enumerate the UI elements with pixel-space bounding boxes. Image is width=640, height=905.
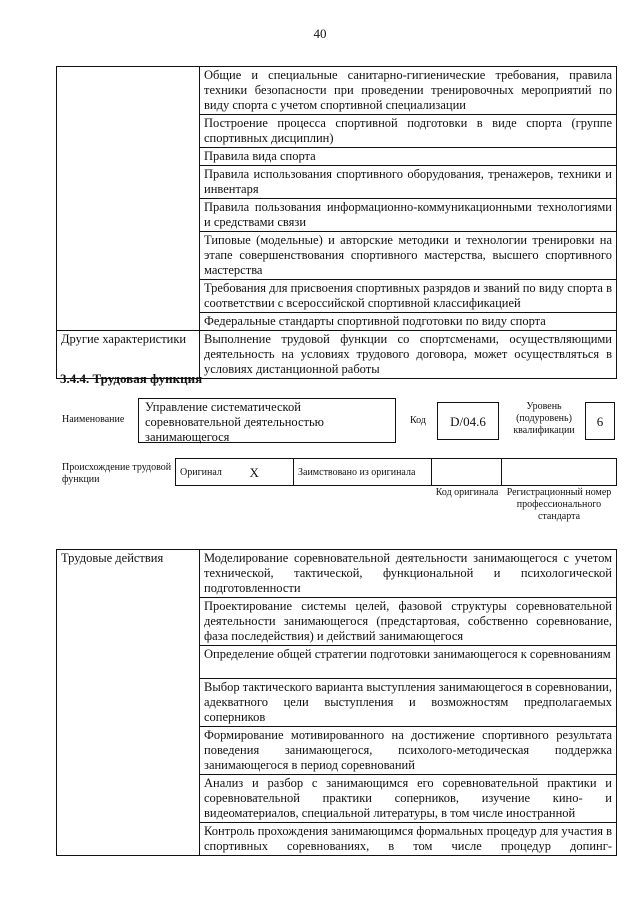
- origin-reg-caption: Регистрационный номер профессионального стандарта: [506, 487, 612, 522]
- list-item: Моделирование соревновательной деятельности занимающегося с учетом технической, тактической, функциональной и психологической подготовленности: [200, 550, 617, 598]
- list-item: Правила пользования информационно-коммуникационными технологиями и средствами связи: [200, 199, 617, 232]
- table-row: [57, 67, 617, 115]
- list-item: Типовые (модельные) и авторские методики и технологии тренировки на этапе совершенствования спортивного мастерства, высшего спортивного мастерства: [200, 232, 617, 280]
- origin-code-cell: [432, 459, 502, 486]
- list-item: Общие и специальные санитарно-гигиенические требования, правила техники безопасности при проведении тренировочных мероприятий по виду спорта с учетом спортивной специализации: [200, 67, 617, 115]
- name-label: Наименование: [62, 414, 125, 425]
- list-item: Федеральные стандарты спортивной подготовки по виду спорта: [200, 313, 617, 331]
- table-row: [176, 459, 617, 486]
- origin-code-caption: Код оригинала: [435, 487, 499, 498]
- code-label: Код: [410, 415, 426, 426]
- list-item: Выбор тактического варианта выступления занимающегося в соревновании, адекватного цели выступления и возможностям предполагаемых соперников: [200, 679, 617, 727]
- origin-original-label: Оригинал: [176, 459, 246, 486]
- function-code-field: D/04.6: [437, 402, 499, 440]
- table-row: [57, 550, 617, 598]
- level-label: Уровень (подуровень) квалификации: [513, 401, 575, 436]
- list-item: Требования для присвоения спортивных разрядов и званий по виду спорта в соответствии с всероссийской спортивной классификацией: [200, 280, 617, 313]
- list-item: Определение общей стратегии подготовки занимающегося к соревнованиям: [200, 646, 617, 679]
- origin-table: [175, 458, 617, 486]
- page-number: 40: [313, 26, 327, 41]
- list-item: Формирование мотивированного на достижение спортивного результата поведения занимающегося, психолого-методическая поддержка занимающегося в период соревнований: [200, 727, 617, 775]
- origin-borrowed-label: Заимствовано из оригинала: [294, 459, 432, 486]
- list-item: Контроль прохождения занимающимся формальных процедур для участия в спортивных соревнованиях, в том числе процедур допинг-: [200, 823, 617, 856]
- list-item: Проектирование системы целей, фазовой структуры соревновательной деятельности занимающегося (предстартовая, собственно соревнование, фаза последействия) и действий занимающегося: [200, 598, 617, 646]
- list-item: Выполнение трудовой функции со спортсменами, осуществляющими деятельность на условиях трудового договора, может осуществляться в условиях дистанционной работы: [200, 331, 617, 379]
- level-field: 6: [585, 402, 615, 440]
- list-item: Правила вида спорта: [200, 148, 617, 166]
- requirements-table: [56, 66, 617, 379]
- function-name-field: Управление систематической соревновательной деятельностью занимающегося: [138, 398, 396, 443]
- list-item: Правила использования спортивного оборудования, тренажеров, техники и инвентаря: [200, 166, 617, 199]
- origin-reg-cell: [502, 459, 617, 486]
- origin-mark: X: [246, 459, 294, 486]
- list-item: Построение процесса спортивной подготовки в виде спорта (группе спортивных дисциплин): [200, 115, 617, 148]
- labor-actions-table: [56, 549, 617, 856]
- section-heading: 3.4.4. Трудовая функция: [60, 371, 203, 386]
- list-item: Анализ и разбор с занимающимся его соревновательной практики и соревновательной практики соперников, изучение кино- и видеоматериалов, специальной литературы, в том числе иностранной: [200, 775, 617, 823]
- row-label: [57, 67, 200, 331]
- row-label: Другие характеристики: [57, 331, 200, 379]
- row-label: Трудовые действия: [57, 550, 200, 856]
- origin-label: Происхождение трудовой функции: [62, 462, 172, 485]
